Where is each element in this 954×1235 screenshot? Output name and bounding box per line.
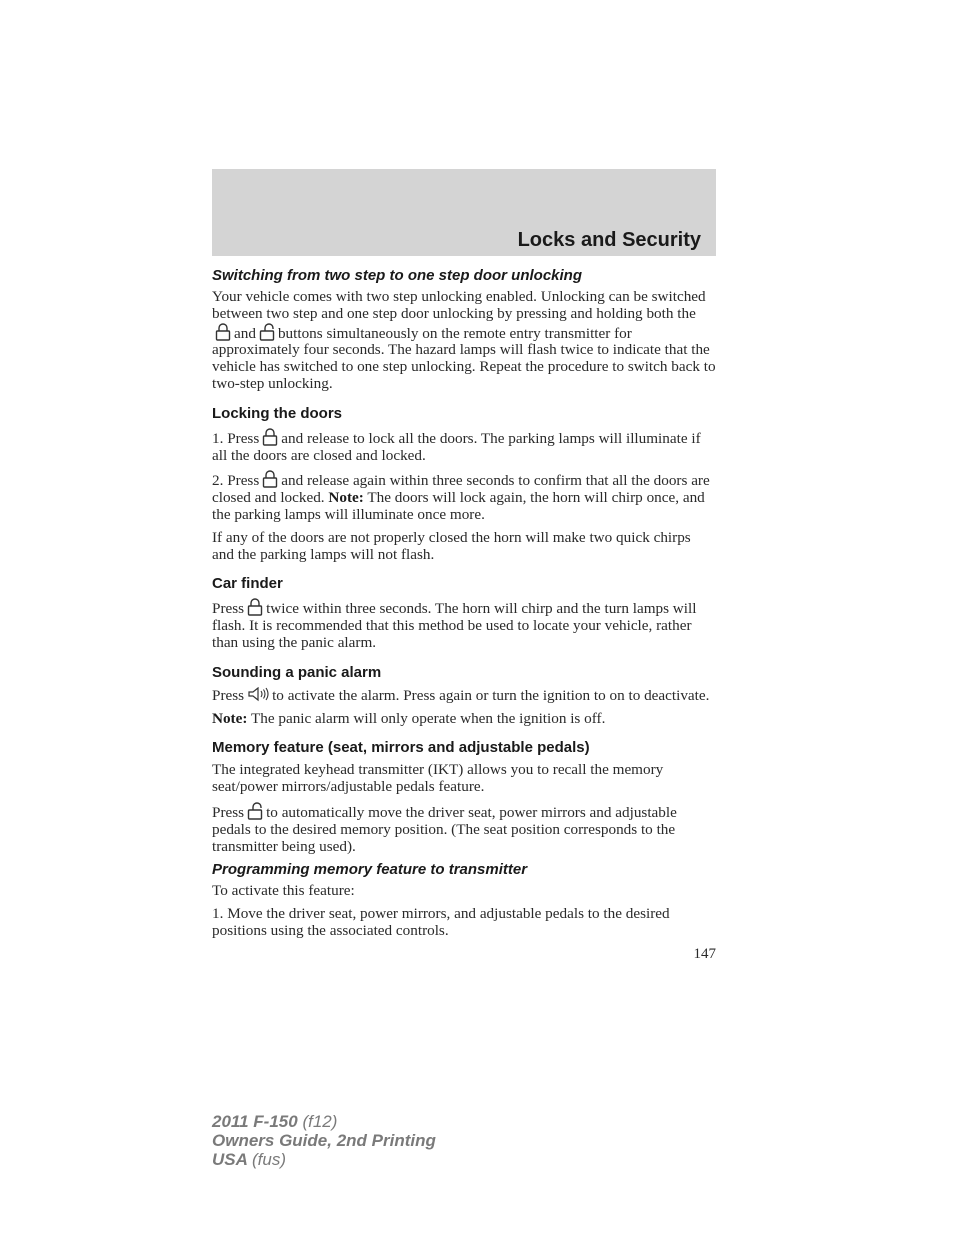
heading-locking-doors: Locking the doors (212, 404, 343, 422)
paragraph: 2. Press and release again within three seconds to confirm that all the doors are closed and locked. Note: The doors will lock again, the horn will chirp once, and the parking lamps will illuminate once more. (212, 472, 710, 523)
section-car-finder (212, 575, 716, 651)
section-panic-alarm (212, 664, 716, 728)
heading-two-step-unlocking: Switching from two step to one step door unlocking (212, 267, 582, 284)
heading-memory-feature: Memory feature (seat, mirrors and adjustable pedals) (212, 739, 590, 757)
paragraph: Note: The panic alarm will only operate when the ignition is off. (212, 709, 606, 727)
paragraph: Press to automatically move the driver seat, power mirrors and adjustable pedals to the desired memory position. (The seat position corresponds to the transmitter being used). (212, 803, 677, 855)
paragraph: 1. Move the driver seat, power mirrors, and adjustable pedals to the desired positions using the associated controls. (212, 905, 670, 939)
page-content (212, 267, 716, 963)
heading-car-finder: Car finder (212, 575, 283, 593)
paragraph: 1. Press and release to lock all the doors. The parking lamps will illuminate if all the doors are closed and locked. (212, 429, 701, 464)
footer-line-1: 2011 F-150 (f12) (212, 1112, 338, 1131)
section-memory-feature (212, 739, 716, 855)
unlock-icon (259, 323, 275, 341)
panic-horn-icon (247, 687, 269, 703)
paragraph: Your vehicle comes with two step unlocking enabled. Unlocking can be switched between two step and one step door unlocking by pressing and holding both the and buttons simultaneously on the remote entry transmitter for approximately four seconds. The hazard lamps will flash twice to indicate that the vehicle has switched to one step unlocking. Repeat the procedure to switch back to two-step unlocking. (212, 288, 716, 392)
paragraph: To activate this feature: (212, 882, 355, 900)
paragraph: The integrated keyhead transmitter (IKT) allows you to recall the memory seat/power mirrors/adjustable pedals feature. (212, 761, 664, 796)
section-locking-doors (212, 405, 716, 564)
lock-icon (215, 323, 231, 341)
section-programming-memory (212, 861, 716, 939)
heading-panic-alarm: Sounding a panic alarm (212, 663, 382, 681)
section-title: Locks and Security (517, 229, 701, 251)
lock-icon (262, 428, 278, 446)
section-two-step-unlocking (212, 267, 716, 393)
page-number: 147 (693, 945, 716, 962)
unlock-icon (247, 802, 263, 820)
footer-line-3: USA (fus) (212, 1150, 286, 1169)
paragraph: Press twice within three seconds. The horn will chirp and the turn lamps will flash. It is recommended that this method be used to locate your vehicle, rather than using the panic alarm. (212, 600, 697, 651)
note-label: Note: (212, 709, 248, 727)
section-header-band (212, 169, 716, 256)
lock-icon (262, 470, 278, 488)
footer-line-2: Owners Guide, 2nd Printing (212, 1131, 436, 1150)
paragraph: Press to activate the alarm. Press again or turn the ignition to on to deactivate. (212, 686, 710, 704)
heading-programming-memory: Programming memory feature to transmitter (212, 861, 528, 879)
lock-icon (247, 598, 263, 616)
footer (212, 1112, 436, 1169)
paragraph: If any of the doors are not properly closed the horn will make two quick chirps and the parking lamps will not flash. (212, 528, 691, 563)
note-label: Note: (328, 489, 364, 507)
